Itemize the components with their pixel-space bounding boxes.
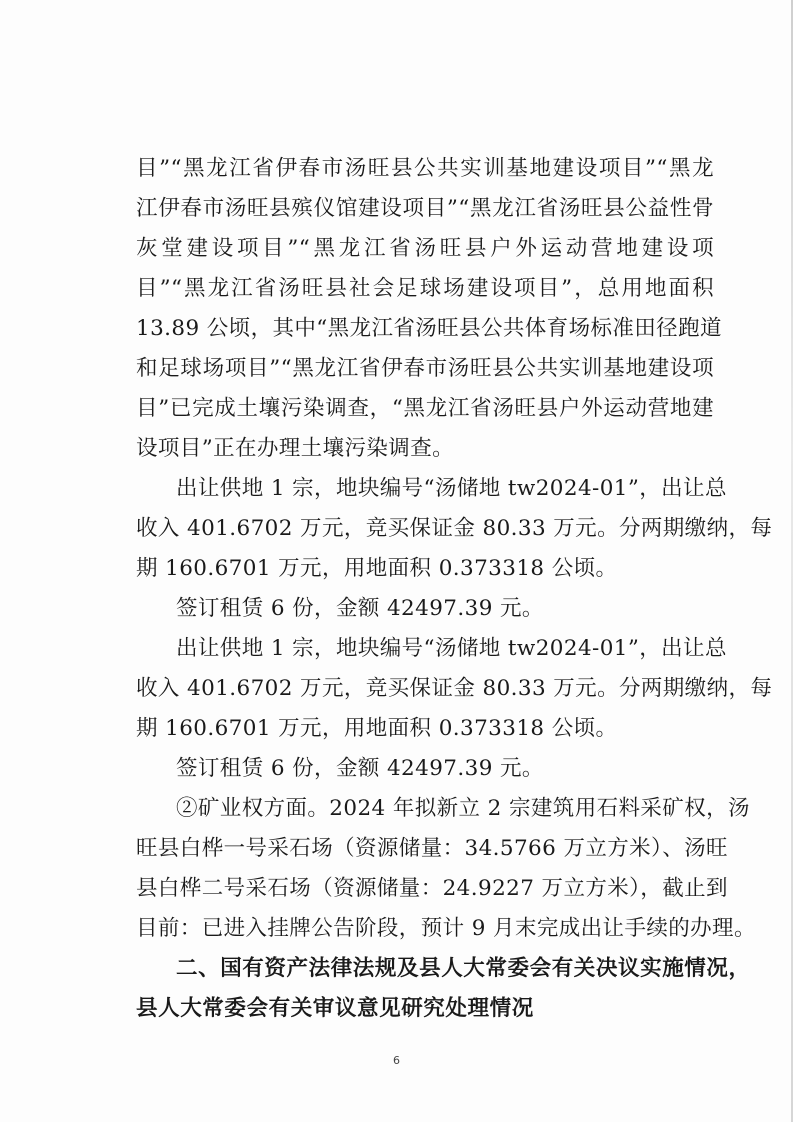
paragraph-1-line-6: 和足球场项目”“黑龙江省伊春市汤旺县公共实训基地建设项	[136, 356, 714, 381]
paragraph-4-line-1: 出让供地 1 宗，地块编号“汤储地 tw2024-01”，出让总	[176, 636, 727, 661]
paragraph-2-line-2: 收入 401.6702 万元，竞买保证金 80.33 万元。分两期缴纳，每	[136, 516, 773, 541]
paragraph-6-line-1: ②矿业权方面。2024 年拟新立 2 宗建筑用石料采矿权，汤	[176, 796, 750, 821]
section-heading-line-2: 县人大常委会有关审议意见研究处理情况	[136, 996, 534, 1021]
paragraph-1-line-4: 目”“黑龙江省汤旺县社会足球场建设项目”，总用地面积	[136, 276, 714, 301]
paragraph-1-line-2: 江伊春市汤旺县殡仪馆建设项目”“黑龙江省汤旺县公益性骨	[136, 196, 714, 221]
paragraph-1-line-3: 灰堂建设项目”“黑龙江省汤旺县户外运动营地建设项	[136, 236, 714, 261]
paragraph-6-line-3: 县白桦二号采石场（资源储量：24.9227 万立方米），截止到	[136, 876, 728, 901]
paragraph-1-line-5: 13.89 公顷，其中“黑龙江省汤旺县公共体育场标准田径跑道	[136, 316, 722, 341]
paragraph-3: 签订租赁 6 份，金额 42497.39 元。	[176, 596, 544, 621]
section-heading-line-1: 二、国有资产法律法规及县人大常委会有关决议实施情况，	[176, 956, 751, 981]
paragraph-2-line-1: 出让供地 1 宗，地块编号“汤储地 tw2024-01”，出让总	[176, 476, 727, 501]
paragraph-1-line-7: 目”已完成土壤污染调查，“黑龙江省汤旺县户外运动营地建	[136, 396, 714, 421]
paragraph-1-line-1: 目”“黑龙江省伊春市汤旺县公共实训基地建设项目”“黑龙	[136, 156, 714, 181]
paragraph-4-line-3: 期 160.6701 万元，用地面积 0.373318 公顷。	[136, 716, 618, 741]
paragraph-1-line-8: 设项目”正在办理土壤污染调查。	[136, 436, 454, 461]
paragraph-6-line-2: 旺县白桦一号采石场（资源储量：34.5766 万立方米）、汤旺	[136, 836, 728, 861]
paragraph-2-line-3: 期 160.6701 万元，用地面积 0.373318 公顷。	[136, 556, 618, 581]
paragraph-4-line-2: 收入 401.6702 万元，竞买保证金 80.33 万元。分两期缴纳，每	[136, 676, 773, 701]
paragraph-5: 签订租赁 6 份，金额 42497.39 元。	[176, 756, 544, 781]
paragraph-6-line-4: 目前：已进入挂牌公告阶段，预计 9 月末完成出让手续的办理。	[136, 916, 756, 941]
page-number: 6	[393, 1054, 400, 1067]
